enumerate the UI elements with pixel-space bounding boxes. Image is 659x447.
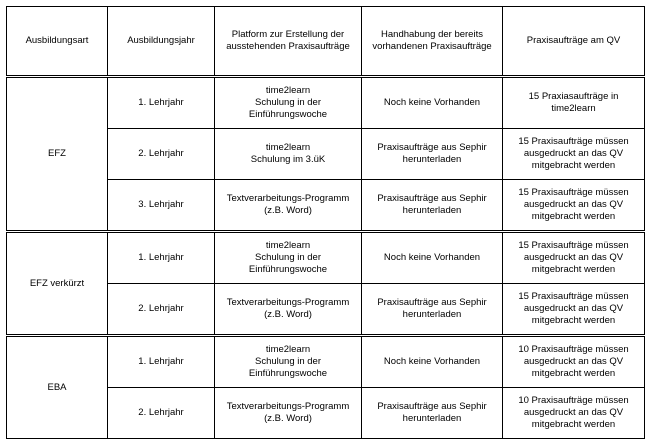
header-row — [7, 7, 645, 77]
group-efz-verkuerzt — [7, 232, 645, 336]
handling-cell: Praxisaufträge aus Sephir herunterladen — [362, 284, 503, 336]
header-platform: Platform zur Erstellung der ausstehenden Praxisaufträge — [215, 7, 362, 77]
header-handhabung: Handhabung der bereits vorhandenen Praxisaufträge — [362, 7, 503, 77]
platform-cell: time2learn Schulung im 3.üK — [215, 129, 362, 180]
handling-cell: Noch keine Vorhanden — [362, 77, 503, 129]
year-cell: 1. Lehrjahr — [108, 77, 215, 129]
header-praxisauftraege-qv: Praxisaufträge am QV — [503, 7, 645, 77]
qv-cell: 15 Praxisaufträge müssen ausgedruckt an das QV mitgebracht werden — [503, 284, 645, 336]
platform-cell: Textverarbeitungs-Programm (z.B. Word) — [215, 388, 362, 439]
year-cell: 1. Lehrjahr — [108, 336, 215, 388]
handling-cell: Praxisaufträge aus Sephir herunterladen — [362, 388, 503, 439]
qv-cell: 10 Praxisaufträge müssen ausgedruckt an das QV mitgebracht werden — [503, 336, 645, 388]
year-cell: 1. Lehrjahr — [108, 232, 215, 284]
handling-cell: Noch keine Vorhanden — [362, 232, 503, 284]
table-row — [7, 77, 645, 129]
group-eba — [7, 336, 645, 439]
year-cell: 2. Lehrjahr — [108, 129, 215, 180]
qv-cell: 15 Praxiasaufträge in time2learn — [503, 77, 645, 129]
year-cell: 3. Lehrjahr — [108, 180, 215, 232]
document-page — [6, 6, 645, 439]
practice-tasks-table — [6, 6, 645, 439]
platform-cell: Textverarbeitungs-Programm (z.B. Word) — [215, 284, 362, 336]
header-ausbildungsart: Ausbildungsart — [7, 7, 108, 77]
platform-cell: time2learn Schulung in der Einführungswoche — [215, 77, 362, 129]
table-row — [7, 336, 645, 388]
qv-cell: 10 Praxisaufträge müssen ausgedruckt an das QV mitgebracht werden — [503, 388, 645, 439]
handling-cell: Noch keine Vorhanden — [362, 336, 503, 388]
training-type-cell: EFZ verkürzt — [7, 232, 108, 336]
table-row — [7, 232, 645, 284]
platform-cell: time2learn Schulung in der Einführungswoche — [215, 336, 362, 388]
year-cell: 2. Lehrjahr — [108, 284, 215, 336]
group-efz — [7, 77, 645, 232]
qv-cell: 15 Praxisaufträge müssen ausgedruckt an das QV mitgebracht werden — [503, 180, 645, 232]
qv-cell: 15 Praxisaufträge müssen ausgedruckt an das QV mitgebracht werden — [503, 232, 645, 284]
training-type-cell: EBA — [7, 336, 108, 439]
training-type-cell: EFZ — [7, 77, 108, 232]
year-cell: 2. Lehrjahr — [108, 388, 215, 439]
platform-cell: time2learn Schulung in der Einführungswoche — [215, 232, 362, 284]
handling-cell: Praxisaufträge aus Sephir herunterladen — [362, 180, 503, 232]
platform-cell: Textverarbeitungs-Programm (z.B. Word) — [215, 180, 362, 232]
header-ausbildungsjahr: Ausbildungsjahr — [108, 7, 215, 77]
handling-cell: Praxisaufträge aus Sephir herunterladen — [362, 129, 503, 180]
qv-cell: 15 Praxisaufträge müssen ausgedruckt an das QV mitgebracht werden — [503, 129, 645, 180]
